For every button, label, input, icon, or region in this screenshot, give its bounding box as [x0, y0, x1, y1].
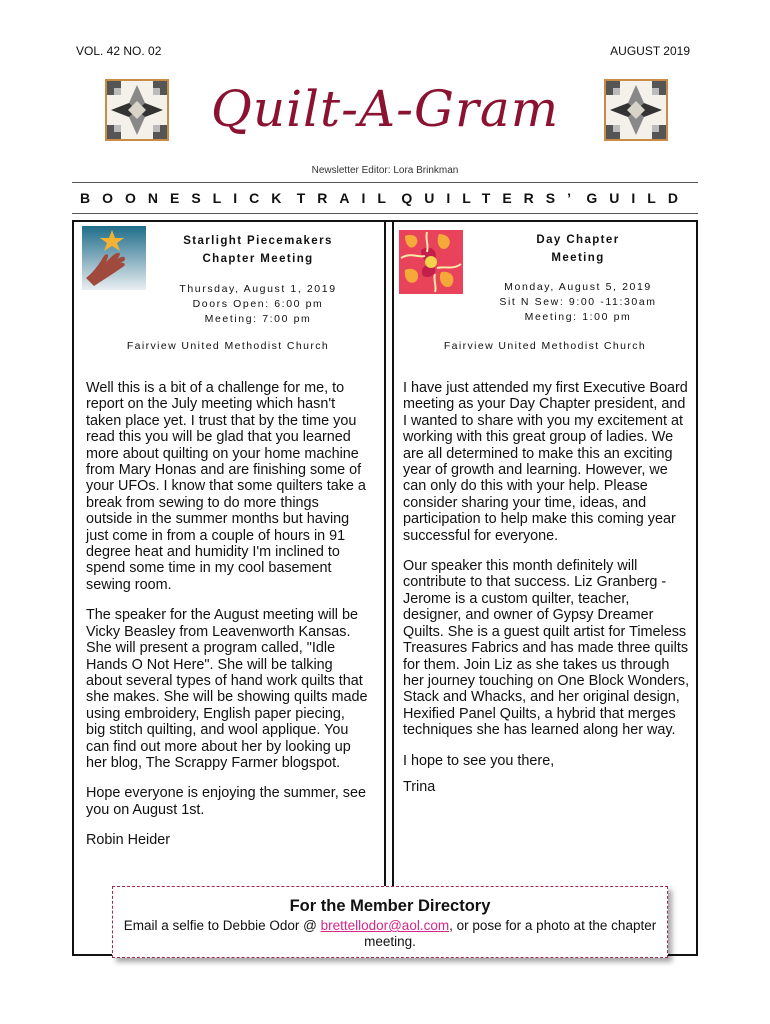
starlight-hand-icon [82, 226, 146, 290]
email-link[interactable]: brettellodor@aol.com [320, 918, 450, 933]
meeting-date: Monday, August 5, 2019 [504, 281, 652, 293]
newsletter-title: Quilt-A-Gram [210, 80, 560, 138]
meeting-date: Thursday, August 1, 2019 [179, 283, 337, 295]
issue-date: AUGUST 2019 [610, 44, 690, 58]
article-paragraph: Well this is a bit of a challenge for me, to report on the July meeting which hasn't taken place yet. I trust that by the time you read this you will be glad that you learned more about quilting on your home machine from Mary Honas and are finishing some of your UFOs. I know that some quilters take a break from sewing to do more things outside in the summer months but having just come in from a couple of hours in 91 degree heat and humidity I'm inclined to spend some time in my cool basement sewing room. [86, 380, 366, 593]
day-chapter-meeting-info [478, 280, 678, 325]
volume-number: VOL. 42 NO. 02 [76, 44, 162, 58]
guild-word: GUILD [586, 190, 690, 206]
column-divider [384, 220, 394, 956]
meeting-title-line: Starlight Piecemakers [183, 235, 333, 247]
newsletter-editor: Newsletter Editor: Lora Brinkman [311, 165, 459, 176]
guild-banner [72, 182, 698, 214]
directory-text-before: Email a selfie to Debbie Odor @ [123, 918, 321, 933]
article-paragraph: The speaker for the August meeting will be Vicky Beasley from Leavenworth Kansas. She will present a program called, "Idle Hands O Not Here". She will be talking about several types of hand work quilts that she makes. She will be showing quilts made using embroidery, English paper piecing, big stitch quilting, and wool applique. You can find out more about her by looking up her blog, The Scrappy Farmer blogspot. [86, 607, 368, 771]
starlight-article [86, 380, 368, 863]
quilt-block-icon [105, 79, 169, 141]
quilt-block-icon [604, 79, 668, 141]
starlight-meeting-info [158, 282, 358, 327]
guild-word: TRAIL [296, 190, 398, 206]
doors-open-time: Doors Open: 6:00 pm [192, 298, 324, 310]
starlight-meeting-title [158, 232, 358, 268]
directory-text-after: , or pose for a photo at the chapter meeting. [364, 918, 657, 949]
meeting-venue: Fairview United Methodist Church [443, 340, 647, 352]
day-chapter-article [403, 380, 691, 809]
guild-word: BOONESLICK [80, 190, 294, 206]
meeting-time: Meeting: 1:00 pm [524, 311, 632, 323]
article-paragraph: I hope to see you there, [403, 752, 555, 769]
meeting-title-line: Chapter Meeting [202, 253, 314, 265]
article-signature: Trina [403, 778, 436, 795]
article-paragraph: Hope everyone is enjoying the summer, see you on August 1st. [86, 785, 366, 818]
meeting-venue: Fairview United Methodist Church [126, 340, 330, 352]
article-signature: Robin Heider [86, 832, 170, 849]
meeting-title-line: Day Chapter [536, 234, 620, 246]
directory-title: For the Member Directory [289, 897, 491, 915]
guild-word: QUILTERS’ [401, 190, 584, 206]
member-directory-notice [112, 886, 668, 958]
day-chapter-meeting-title [478, 231, 678, 267]
pinwheel-quilt-icon [399, 230, 463, 294]
sit-n-sew-time: Sit N Sew: 9:00 -11:30am [499, 296, 657, 308]
article-paragraph: Our speaker this month definitely will contribute to that success. Liz Granberg -Jerome is a custom quilter, teacher, designer, and owner of Gypsy Dreamer Quilts. She is a guest quilt artist for Timeless Treasures Fabrics and has made three quilts for them. Join Liz as she takes us through her journey touching on One Block Wonders, Stack and Whacks, and her original design, Hexified Panel Quilts, a hybrid that merges techniques she has learned along her way. [403, 558, 690, 739]
directory-text [113, 918, 667, 950]
meeting-title-line: Meeting [551, 252, 605, 264]
article-paragraph: I have just attended my first Executive Board meeting as your Day Chapter president, and I wanted to share with you my excitement at working with this great group of ladies. We are all determined to make this an exciting year of growth and learning. However, we can only do this with your help. Please consider sharing your time, ideas, and participation to help make this coming year successful for everyone. [403, 380, 688, 544]
meeting-time: Meeting: 7:00 pm [204, 313, 312, 325]
